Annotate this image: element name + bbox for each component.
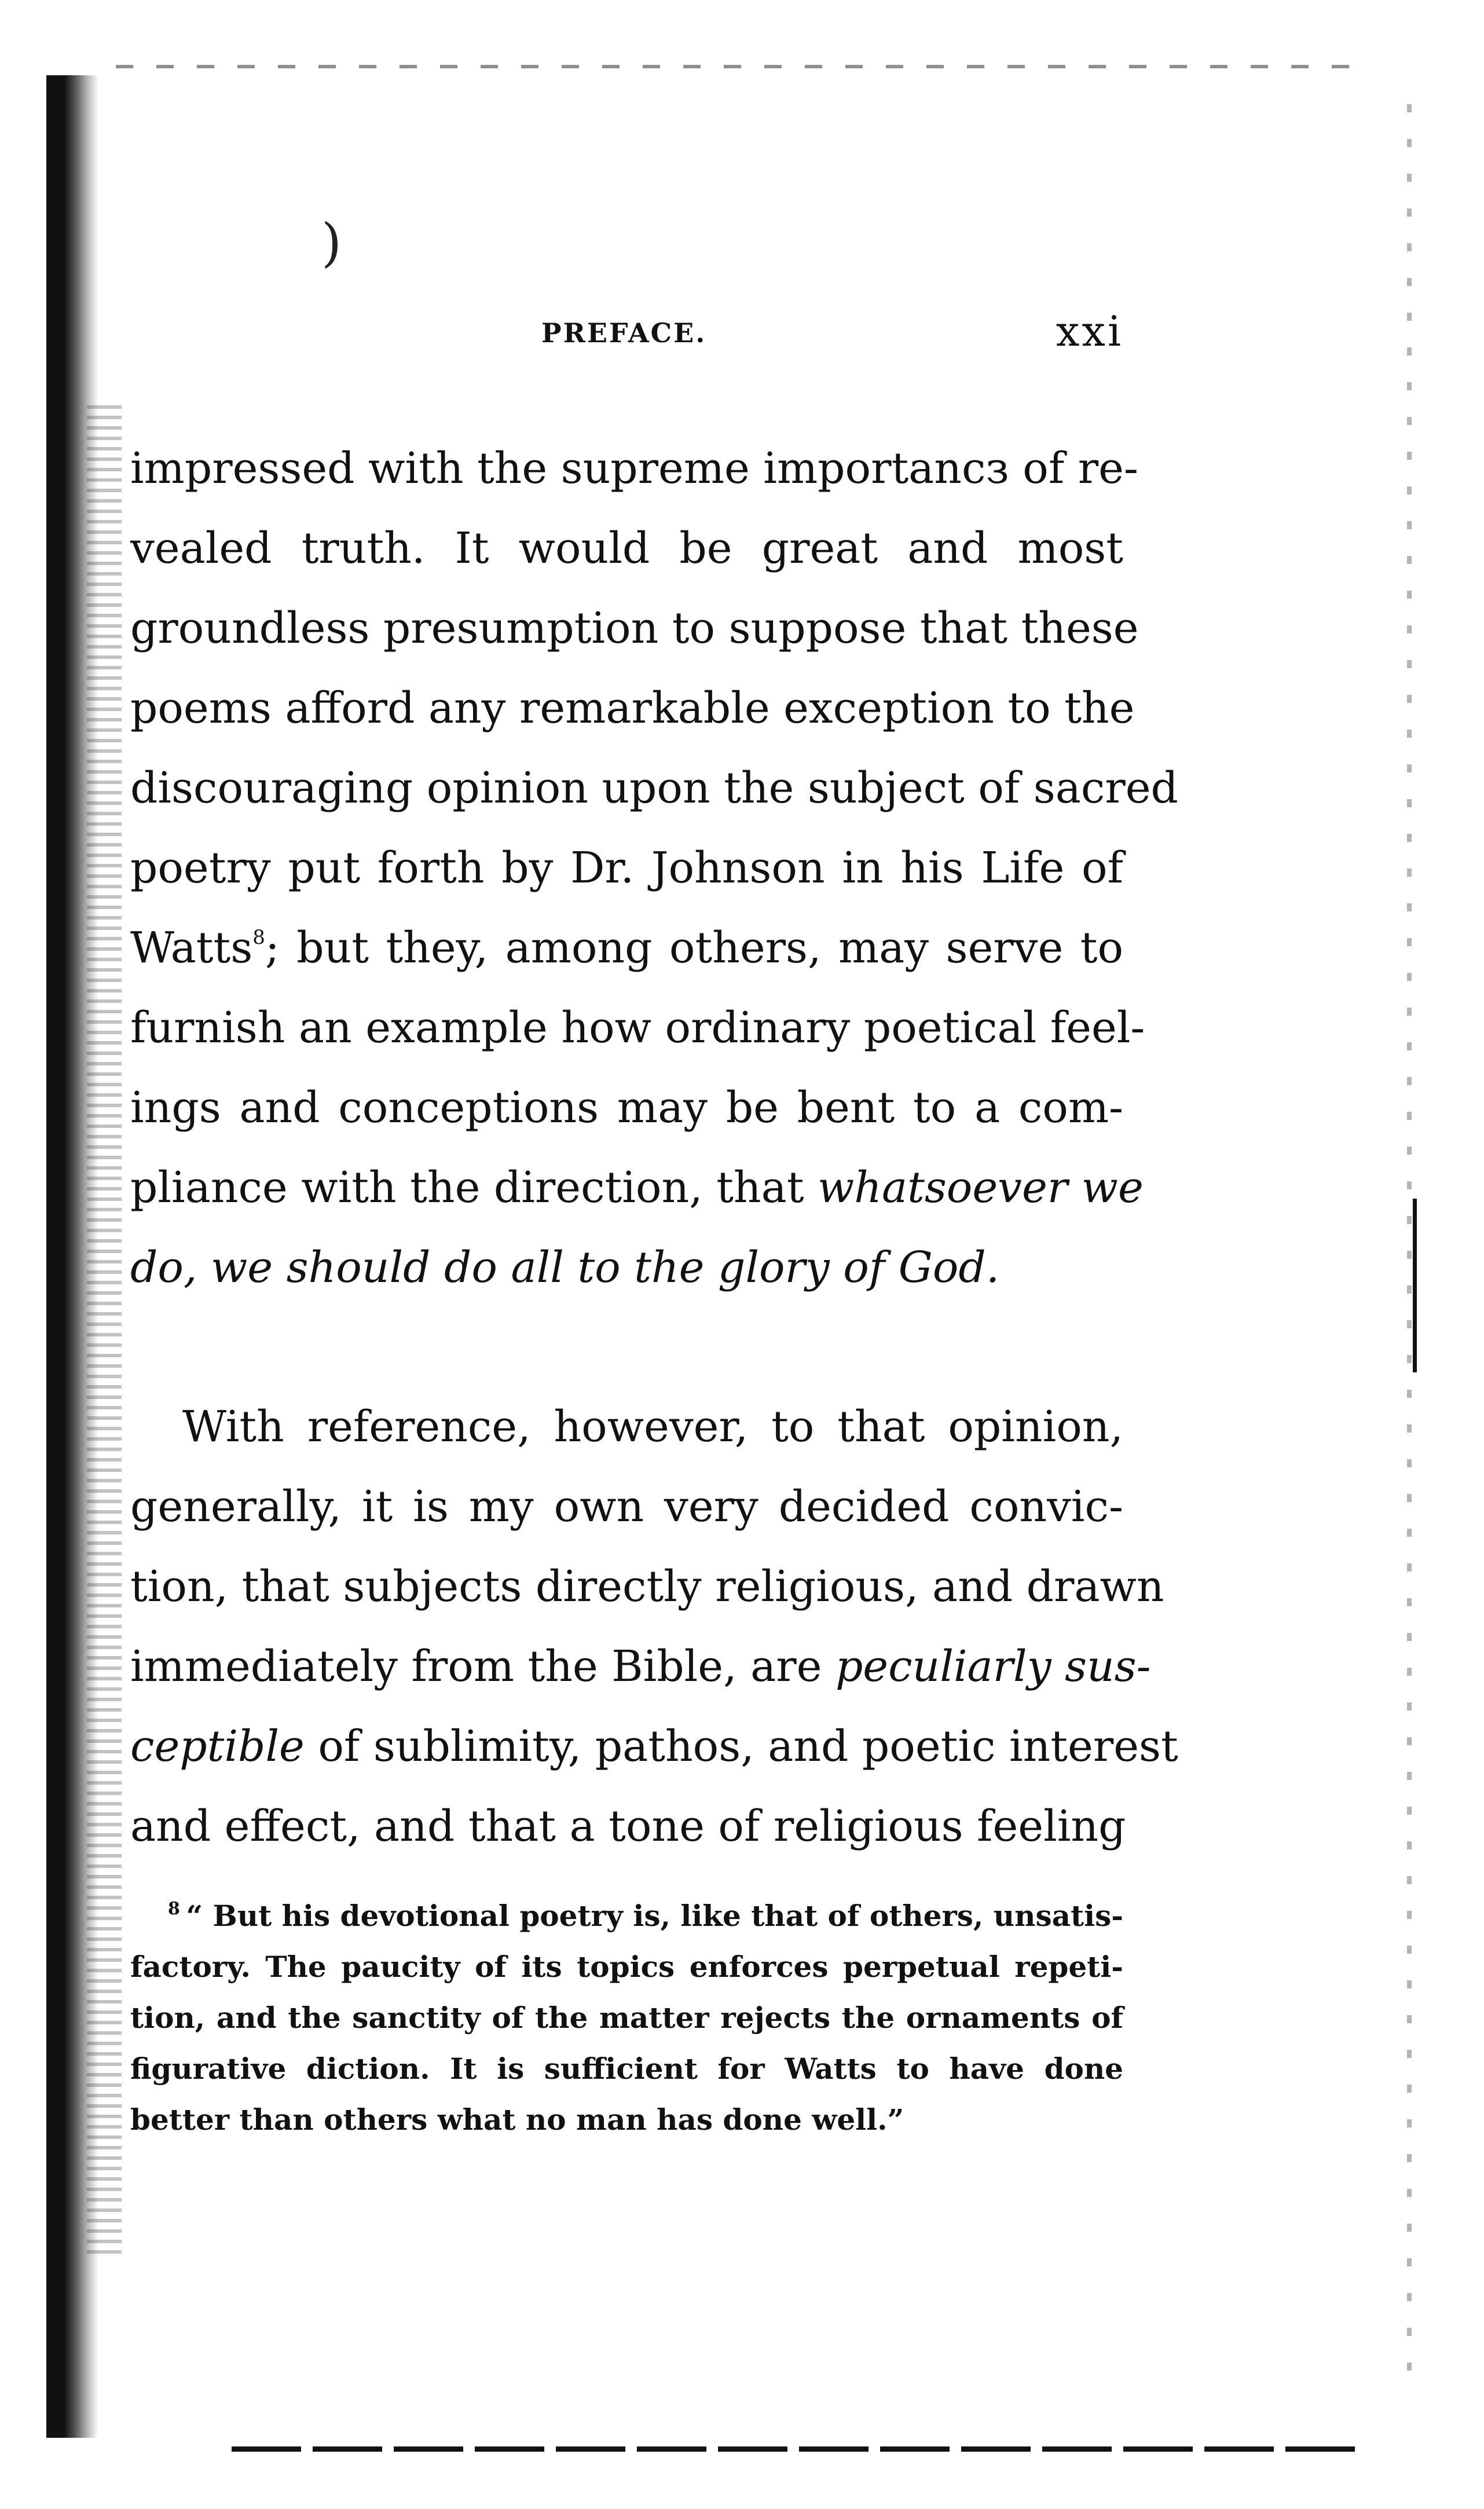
text-line (130, 1148, 1144, 1228)
text-segment: of sublimity, pathos, and poetic interest (304, 1721, 1178, 1771)
text-line (130, 1547, 1164, 1627)
body-text (130, 428, 1178, 1866)
text-segment: groundless presumption to suppose that these (130, 603, 1139, 653)
footnote-text: better than others what no man has done well.” (130, 2103, 904, 2137)
paragraph (130, 1387, 1178, 1866)
italic-text: do, we should do all to the glory of God. (130, 1243, 1000, 1292)
footnote-line (130, 2094, 1123, 2145)
text-segment: ings and conceptions may be bent to a com- (130, 1083, 1123, 1133)
footnote-reference: 8 (252, 926, 265, 949)
footnote-line (130, 2043, 1123, 2094)
text-line (130, 1786, 1126, 1866)
footnote-text: figurative diction. It is sufficient for Watts to have done (130, 2052, 1123, 2086)
text-line (130, 1387, 1123, 1467)
italic-text: peculiarly sus- (835, 1642, 1151, 1691)
text-segment: vealed truth. It would be great and most (130, 523, 1123, 573)
footnote (130, 1891, 1123, 2145)
text-line (130, 1706, 1178, 1786)
footnote-line (130, 1891, 1123, 1942)
text-segment: and effect, and that a tone of religious feeling (130, 1801, 1126, 1851)
text-segment: Watts (130, 923, 253, 973)
scan-right-mark (1413, 1199, 1417, 1372)
scan-binding-speckle (87, 405, 122, 2258)
stray-ink-mark: ) (321, 213, 342, 273)
text-segment: generally, it is my own very decided convic- (130, 1482, 1123, 1532)
text-line (130, 1467, 1123, 1547)
paragraph (130, 428, 1178, 1307)
text-line (130, 908, 1123, 988)
italic-text: ceptible (130, 1721, 305, 1771)
scan-top-edge (116, 65, 1361, 68)
text-segment: discouraging opinion upon the subject of sacred (130, 763, 1178, 813)
text-line (130, 1228, 1123, 1307)
footnote-marker: 8 (168, 1899, 186, 1919)
italic-text: whatsoever we (817, 1163, 1144, 1213)
footnote-line (130, 1942, 1123, 1992)
running-title: PREFACE. (541, 317, 707, 349)
text-line (130, 508, 1123, 588)
text-line (130, 988, 1145, 1068)
text-line (130, 748, 1178, 828)
text-segment: pliance with the direction, that (130, 1163, 818, 1213)
text-line (130, 668, 1135, 748)
text-segment: poetry put forth by Dr. Johnson in his Life of (130, 843, 1123, 893)
footnote-text: “ But his devotional poetry is, like that of others, unsatis- (186, 1899, 1123, 1933)
text-line (130, 1068, 1123, 1148)
text-line (130, 828, 1123, 908)
footnote-text: tion, and the sanctity of the matter rejects the ornaments of (130, 2001, 1123, 2035)
scan-right-edge (1407, 104, 1412, 2391)
text-segment: poems afford any remarkable exception to the (130, 683, 1135, 733)
running-head (130, 307, 1123, 365)
text-line (130, 1627, 1151, 1706)
scan-bottom-edge (232, 2446, 1366, 2452)
text-segment: tion, that subjects directly religious, and drawn (130, 1562, 1164, 1611)
paragraph-gap (130, 1307, 1123, 1387)
text-segment: immediately from the Bible, are (130, 1642, 836, 1691)
page-number: xxi (1056, 307, 1123, 356)
text-segment: impressed with the supreme importancз of re- (130, 444, 1138, 493)
text-segment: furnish an example how ordinary poetical feel- (130, 1003, 1145, 1053)
text-line (130, 588, 1139, 668)
text-segment: ; but they, among others, may serve to (265, 923, 1123, 973)
footnote-text: factory. The paucity of its topics enforces perpetual repeti- (130, 1950, 1123, 1984)
footnote-line (130, 1992, 1123, 2043)
text-segment: With reference, however, to that opinion, (182, 1402, 1123, 1452)
text-line (130, 428, 1138, 508)
